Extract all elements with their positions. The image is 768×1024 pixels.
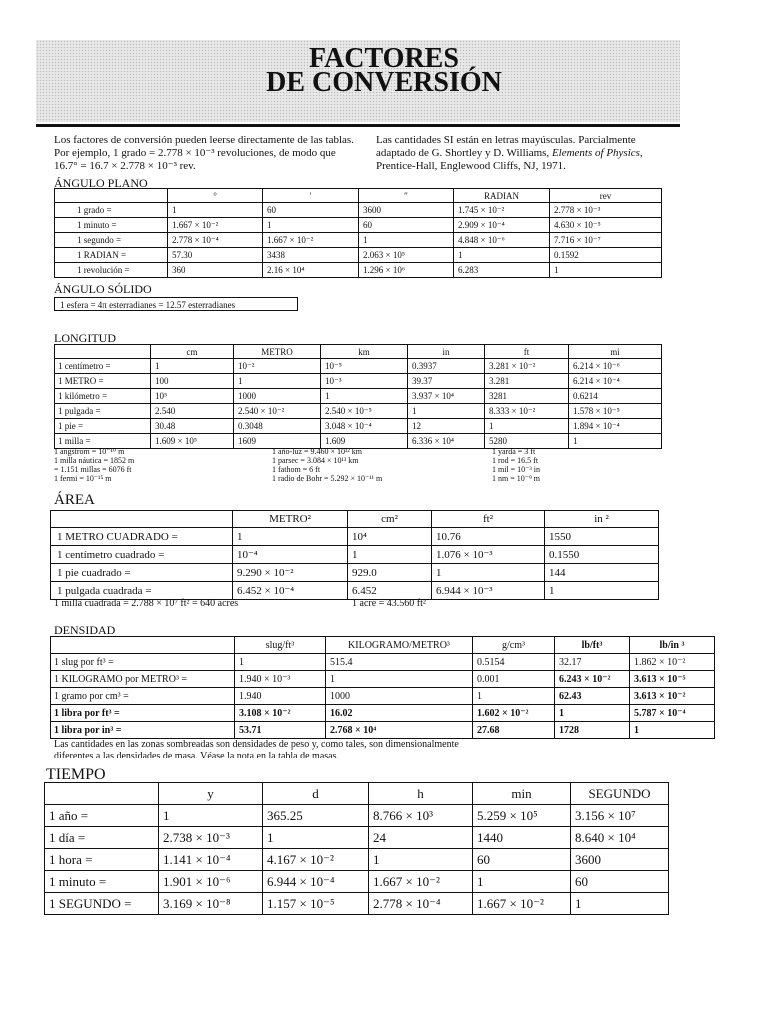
- tiempo-cell: 3600: [571, 849, 669, 871]
- area-cell: 1.076 × 10⁻³: [432, 546, 545, 564]
- longitud-cell: 30.48: [151, 419, 234, 434]
- longitud-note-line: 1 fathom = 6 ft: [272, 465, 321, 474]
- tiempo-header-1: y: [159, 783, 263, 805]
- longitud-notes-col2: [272, 447, 482, 483]
- angulo-plano-table: [54, 188, 662, 278]
- densidad-header-2: KILOGRAMO/METRO³: [326, 637, 473, 654]
- area-header-1: METRO²: [233, 511, 348, 528]
- densidad-cell: 32.17: [555, 654, 630, 671]
- tiempo-row-label: 1 día =: [45, 827, 159, 849]
- longitud-cell: 1.609 × 10⁵: [151, 434, 234, 449]
- area-cell: 1: [432, 564, 545, 582]
- angulo_plano-cell: 1.667 × 10⁻²: [263, 233, 359, 248]
- longitud-note-line: 1 radio de Bohr = 5.292 × 10⁻¹¹ m: [272, 474, 383, 483]
- area-note-milla: 1 milla cuadrada = 2.788 × 10⁷ ft² = 640 acres: [54, 598, 239, 609]
- longitud-note-line: 1 fermi = 10⁻¹⁵ m: [54, 474, 112, 483]
- area-row-label: 1 METRO CUADRADO =: [51, 528, 233, 546]
- densidad-header-3: g/cm³: [473, 637, 555, 654]
- tiempo-cell: 2.738 × 10⁻³: [159, 827, 263, 849]
- angulo_plano-cell: 2.063 × 10⁵: [359, 248, 454, 263]
- angulo_plano-cell: 60: [263, 203, 359, 218]
- tiempo-row: [45, 849, 669, 871]
- area-cell: 10.76: [432, 528, 545, 546]
- densidad-cell: 62.43: [555, 688, 630, 705]
- longitud-cell: 10⁻²: [234, 359, 321, 374]
- area-cell: 1: [545, 582, 659, 600]
- longitud-cell: 1.894 × 10⁻⁴: [569, 419, 662, 434]
- longitud-row: [55, 389, 662, 404]
- tiempo-cell: 8.640 × 10⁴: [571, 827, 669, 849]
- densidad-row: [51, 671, 715, 688]
- longitud-note-line: 1 año-luz = 9.460 × 10¹² km: [272, 447, 363, 456]
- longitud-cell: 2.540 × 10⁻²: [234, 404, 321, 419]
- angulo_plano-cell: 1: [359, 233, 454, 248]
- densidad-row-label: 1 gramo por cm³ =: [51, 688, 235, 705]
- densidad-table: [50, 636, 715, 739]
- densidad-cell: 1.940 × 10⁻³: [235, 671, 326, 688]
- tiempo-row: [45, 871, 669, 893]
- tiempo-cell: 1.901 × 10⁻⁶: [159, 871, 263, 893]
- tiempo-cell: 6.944 × 10⁻⁴: [263, 871, 369, 893]
- area-note-acre: 1 acre = 43.560 ft²: [352, 598, 426, 609]
- densidad-row-label: 1 libra por in³ =: [51, 722, 235, 739]
- longitud-cell: 1: [485, 419, 569, 434]
- densidad-cell: 1: [555, 705, 630, 722]
- tiempo-cell: 1.667 × 10⁻²: [369, 871, 473, 893]
- longitud-header-6: mi: [569, 345, 662, 359]
- tiempo-cell: 60: [473, 849, 571, 871]
- longitud-header-4: in: [408, 345, 485, 359]
- area-cell: 6.452 × 10⁻⁴: [233, 582, 348, 600]
- tiempo-cell: 1: [263, 827, 369, 849]
- angulo_plano-cell: 1.667 × 10⁻²: [168, 218, 263, 233]
- longitud-note-line: 1 nm = 10⁻⁹ m: [492, 474, 540, 483]
- longitud-cell: 1000: [234, 389, 321, 404]
- area-header-0: [51, 511, 233, 528]
- angulo-solido-box: 1 esfera = 4π esterradianes = 12.57 esterradianes: [54, 297, 298, 311]
- tiempo-header-3: h: [369, 783, 473, 805]
- angulo_plano-row-label: 1 RADIAN =: [55, 248, 168, 263]
- longitud-header-1: cm: [151, 345, 234, 359]
- longitud-note-line: 1 parsec = 3.084 × 10¹³ km: [272, 456, 359, 465]
- tiempo-cell: 2.778 × 10⁻⁴: [369, 893, 473, 915]
- area-row: [51, 582, 659, 600]
- angulo-plano-title: ÁNGULO PLANO: [54, 176, 148, 190]
- area-cell: 9.290 × 10⁻²: [233, 564, 348, 582]
- densidad-cell: 1: [473, 688, 555, 705]
- area-header-row: [51, 511, 659, 528]
- densidad-row-label: 1 KILOGRAMO por METRO³ =: [51, 671, 235, 688]
- densidad-header-0: [51, 637, 235, 654]
- densidad-title: DENSIDAD: [54, 623, 116, 637]
- area-cell: 1: [348, 546, 432, 564]
- area-table: [50, 510, 659, 600]
- longitud-cell: 1: [569, 434, 662, 449]
- longitud-row: [55, 359, 662, 374]
- densidad-row: [51, 688, 715, 705]
- angulo_plano-cell: 60: [359, 218, 454, 233]
- longitud-cell: 6.336 × 10⁴: [408, 434, 485, 449]
- densidad-header-5: lb/in ³: [630, 637, 715, 654]
- tiempo-row-label: 1 hora =: [45, 849, 159, 871]
- tiempo-cell: 5.259 × 10⁵: [473, 805, 571, 827]
- longitud-row-label: 1 kilómetro =: [55, 389, 151, 404]
- longitud-cell: 10⁻³: [321, 374, 408, 389]
- longitud-cell: 12: [408, 419, 485, 434]
- longitud-notes-col1: [54, 447, 254, 483]
- area-title: ÁREA: [54, 492, 95, 508]
- angulo_plano-row-label: 1 grado =: [55, 203, 168, 218]
- longitud-cell: 2.540 × 10⁻⁵: [321, 404, 408, 419]
- area-cell: 0.1550: [545, 546, 659, 564]
- longitud-cell: 1609: [234, 434, 321, 449]
- tiempo-row-label: 1 año =: [45, 805, 159, 827]
- area-header-2: cm²: [348, 511, 432, 528]
- densidad-row: [51, 654, 715, 671]
- longitud-note-line: 1 rod = 16.5 ft: [492, 456, 539, 465]
- densidad-cell: 2.768 × 10⁴: [326, 722, 473, 739]
- densidad-footnote-1: Las cantidades en las zonas sombreadas son densidades de peso y, como tales, son dimensionalmente: [54, 739, 459, 750]
- densidad-cell: 1.602 × 10⁻²: [473, 705, 555, 722]
- densidad-cell: 1: [630, 722, 715, 739]
- angulo_plano-cell: 1: [263, 218, 359, 233]
- angulo_plano-header-4: RADIAN: [454, 189, 550, 203]
- area-header-3: ft²: [432, 511, 545, 528]
- densidad-cell: 6.243 × 10⁻²: [555, 671, 630, 688]
- angulo_plano-row: [55, 233, 662, 248]
- area-cell: 6.452: [348, 582, 432, 600]
- longitud-header-row: [55, 345, 662, 359]
- angulo_plano-cell: 7.716 × 10⁻⁷: [550, 233, 662, 248]
- longitud-note-line: 1 yarda = 3 ft: [492, 447, 536, 456]
- tiempo-cell: 1: [571, 893, 669, 915]
- longitud-cell: 3.937 × 10⁴: [408, 389, 485, 404]
- longitud-cell: 6.214 × 10⁻⁶: [569, 359, 662, 374]
- densidad-cell: 27.68: [473, 722, 555, 739]
- longitud-cell: 10⁵: [151, 389, 234, 404]
- longitud-note-line: 1 mil = 10⁻³ in: [492, 465, 541, 474]
- tiempo-cell: 8.766 × 10³: [369, 805, 473, 827]
- title-rule: [36, 124, 680, 127]
- longitud-row: [55, 404, 662, 419]
- longitud-cell: 5280: [485, 434, 569, 449]
- angulo_plano-cell: 360: [168, 263, 263, 278]
- tiempo-header-4: min: [473, 783, 571, 805]
- angulo_plano-cell: 6.283: [454, 263, 550, 278]
- angulo_plano-cell: 1.296 × 10⁶: [359, 263, 454, 278]
- tiempo-row-label: 1 minuto =: [45, 871, 159, 893]
- angulo-solido-title: ÁNGULO SÓLIDO: [54, 282, 152, 296]
- densidad-row-label: 1 slug por ft³ =: [51, 654, 235, 671]
- tiempo-cell: 1: [369, 849, 473, 871]
- angulo_plano-header-2: ′: [263, 189, 359, 203]
- densidad-cell: 1.940: [235, 688, 326, 705]
- tiempo-header-5: SEGUNDO: [571, 783, 669, 805]
- area-cell: 144: [545, 564, 659, 582]
- densidad-cell: 1: [235, 654, 326, 671]
- longitud-note-line: 1 milla náutica = 1852 m: [54, 456, 135, 465]
- longitud-header-0: [55, 345, 151, 359]
- tiempo-row: [45, 893, 669, 915]
- longitud-cell: 8.333 × 10⁻²: [485, 404, 569, 419]
- tiempo-cell: 3.156 × 10⁷: [571, 805, 669, 827]
- angulo_plano-cell: 2.778 × 10⁻⁴: [168, 233, 263, 248]
- longitud-cell: 10⁻⁵: [321, 359, 408, 374]
- angulo_plano-cell: 2.909 × 10⁻⁴: [454, 218, 550, 233]
- angulo_plano-cell: 57.30: [168, 248, 263, 263]
- longitud-table: [54, 344, 662, 449]
- densidad-cell: 3.108 × 10⁻²: [235, 705, 326, 722]
- intro-right-paragraph: [376, 134, 676, 173]
- longitud-header-2: METRO: [234, 345, 321, 359]
- tiempo-header-2: d: [263, 783, 369, 805]
- area-row-label: 1 centímetro cuadrado =: [51, 546, 233, 564]
- longitud-cell: 0.6214: [569, 389, 662, 404]
- angulo_plano-cell: 1: [168, 203, 263, 218]
- longitud-note-line: 1 angstrōm = 10⁻¹⁰ m: [54, 447, 125, 456]
- angulo_plano-header-0: [55, 189, 168, 203]
- angulo_plano-cell: 4.848 × 10⁻⁶: [454, 233, 550, 248]
- densidad-cell: 515.4: [326, 654, 473, 671]
- longitud-row-label: 1 centímetro =: [55, 359, 151, 374]
- angulo_plano-cell: 3438: [263, 248, 359, 263]
- densidad-cell: 0.001: [473, 671, 555, 688]
- densidad-cell: 1.862 × 10⁻²: [630, 654, 715, 671]
- tiempo-header-0: [45, 783, 159, 805]
- area-header-4: in ²: [545, 511, 659, 528]
- angulo_plano-row: [55, 248, 662, 263]
- longitud-cell: 2.540: [151, 404, 234, 419]
- angulo_plano-cell: 3600: [359, 203, 454, 218]
- densidad-header-row: [51, 637, 715, 654]
- angulo_plano-row-label: 1 segundo =: [55, 233, 168, 248]
- longitud-cell: 1.609: [321, 434, 408, 449]
- angulo_plano-row-label: 1 minuto =: [55, 218, 168, 233]
- area-row-label: 1 pie cuadrado =: [51, 564, 233, 582]
- page-title-line1: FACTORES: [309, 43, 459, 74]
- longitud-row: [55, 374, 662, 389]
- longitud-row: [55, 419, 662, 434]
- longitud-cell: 6.214 × 10⁻⁴: [569, 374, 662, 389]
- tiempo-cell: 1440: [473, 827, 571, 849]
- tiempo-cell: 1: [473, 871, 571, 893]
- angulo_plano-cell: 1.745 × 10⁻²: [454, 203, 550, 218]
- longitud-row-label: 1 pie =: [55, 419, 151, 434]
- longitud-title: LONGITUD: [54, 331, 116, 345]
- densidad-row: [51, 722, 715, 739]
- densidad-cell: 16.02: [326, 705, 473, 722]
- tiempo-cell: 4.167 × 10⁻²: [263, 849, 369, 871]
- longitud-cell: 0.3048: [234, 419, 321, 434]
- area-cell: 929.0: [348, 564, 432, 582]
- angulo_plano-header-row: [55, 189, 662, 203]
- longitud-header-5: ft: [485, 345, 569, 359]
- angulo_plano-cell: 2.778 × 10⁻³: [550, 203, 662, 218]
- longitud-cell: 1: [321, 389, 408, 404]
- densidad-header-4: lb/ft³: [555, 637, 630, 654]
- intro-right-book-title: Elements of Physics: [551, 147, 640, 159]
- tiempo-cell: 1.157 × 10⁻⁵: [263, 893, 369, 915]
- angulo_plano-row-label: 1 revolución =: [55, 263, 168, 278]
- longitud-row-label: 1 milla =: [55, 434, 151, 449]
- tiempo-row: [45, 805, 669, 827]
- angulo_plano-header-5: rev: [550, 189, 662, 203]
- densidad-cell: 53.71: [235, 722, 326, 739]
- tiempo-cell: 1.141 × 10⁻⁴: [159, 849, 263, 871]
- densidad-cell: 1: [326, 671, 473, 688]
- longitud-cell: 100: [151, 374, 234, 389]
- longitud-cell: 3281: [485, 389, 569, 404]
- tiempo-cell: 1: [159, 805, 263, 827]
- longitud-cell: 3.281: [485, 374, 569, 389]
- angulo_plano-header-1: °: [168, 189, 263, 203]
- densidad-cell: 5.787 × 10⁻⁴: [630, 705, 715, 722]
- area-cell: 10⁴: [348, 528, 432, 546]
- angulo_plano-row: [55, 218, 662, 233]
- area-cell: 10⁻⁴: [233, 546, 348, 564]
- area-cell: 1550: [545, 528, 659, 546]
- tiempo-row: [45, 827, 669, 849]
- angulo_plano-header-3: ″: [359, 189, 454, 203]
- longitud-cell: 1: [408, 404, 485, 419]
- page-title-line2: DE CONVERSIÓN: [266, 67, 502, 98]
- tiempo-row-label: 1 SEGUNDO =: [45, 893, 159, 915]
- tiempo-cell: 24: [369, 827, 473, 849]
- area-cell: 1: [233, 528, 348, 546]
- tiempo-cell: 3.169 × 10⁻⁸: [159, 893, 263, 915]
- longitud-cell: 39.37: [408, 374, 485, 389]
- intro-left-paragraph: Los factores de conversión pueden leerse directamente de las tablas. Por ejemplo, 1 grado = 2.778 × 10⁻³ revoluciones, de modo que 16.7° = 16.7 × 2.778 × 10⁻³ rev.: [54, 134, 354, 172]
- area-row: [51, 546, 659, 564]
- intro-right-text-c: , Prentice-Hall, Englewood Cliffs, NJ, 1971.: [376, 147, 643, 172]
- longitud-header-3: km: [321, 345, 408, 359]
- densidad-cell: 1000: [326, 688, 473, 705]
- longitud-row-label: 1 METRO =: [55, 374, 151, 389]
- angulo_plano-cell: 1: [550, 263, 662, 278]
- longitud-row-label: 1 pulgada =: [55, 404, 151, 419]
- angulo_plano-cell: 2.16 × 10⁴: [263, 263, 359, 278]
- longitud-cell: 3.048 × 10⁻⁴: [321, 419, 408, 434]
- tiempo-cell: 1.667 × 10⁻²: [473, 893, 571, 915]
- tiempo-title: TIEMPO: [46, 766, 106, 783]
- angulo_plano-cell: 1: [454, 248, 550, 263]
- angulo_plano-row: [55, 203, 662, 218]
- area-row-label: 1 pulgada cuadrada =: [51, 582, 233, 600]
- angulo_plano-cell: 0.1592: [550, 248, 662, 263]
- angulo_plano-cell: 4.630 × 10⁻⁵: [550, 218, 662, 233]
- tiempo-header-row: [45, 783, 669, 805]
- tiempo-cell: 365.25: [263, 805, 369, 827]
- tiempo-table: [44, 782, 669, 915]
- area-cell: 6.944 × 10⁻³: [432, 582, 545, 600]
- densidad-cell: 3.613 × 10⁻²: [630, 688, 715, 705]
- densidad-cell: 3.613 × 10⁻⁵: [630, 671, 715, 688]
- densidad-row: [51, 705, 715, 722]
- area-row: [51, 564, 659, 582]
- tiempo-cell: 60: [571, 871, 669, 893]
- longitud-cell: 1.578 × 10⁻⁵: [569, 404, 662, 419]
- densidad-header-1: slug/ft³: [235, 637, 326, 654]
- longitud-cell: 3.281 × 10⁻²: [485, 359, 569, 374]
- longitud-cell: 1: [151, 359, 234, 374]
- longitud-notes-col3: [492, 447, 652, 483]
- densidad-footnote-2: diferentes a las densidades de masa. Véase la nota en la tabla de masas.: [54, 751, 339, 758]
- longitud-note-line: = 1.151 millas = 6076 ft: [54, 465, 132, 474]
- intro-right-text-a: Las cantidades SI están en letras mayúsculas. Parcialmente adaptado de G. Shortley y D. Williams,: [376, 134, 636, 159]
- longitud-cell: 0.3937: [408, 359, 485, 374]
- densidad-cell: 0.5154: [473, 654, 555, 671]
- longitud-cell: 1: [234, 374, 321, 389]
- densidad-row-label: 1 libra por ft³ =: [51, 705, 235, 722]
- angulo_plano-row: [55, 263, 662, 278]
- area-row: [51, 528, 659, 546]
- densidad-cell: 1728: [555, 722, 630, 739]
